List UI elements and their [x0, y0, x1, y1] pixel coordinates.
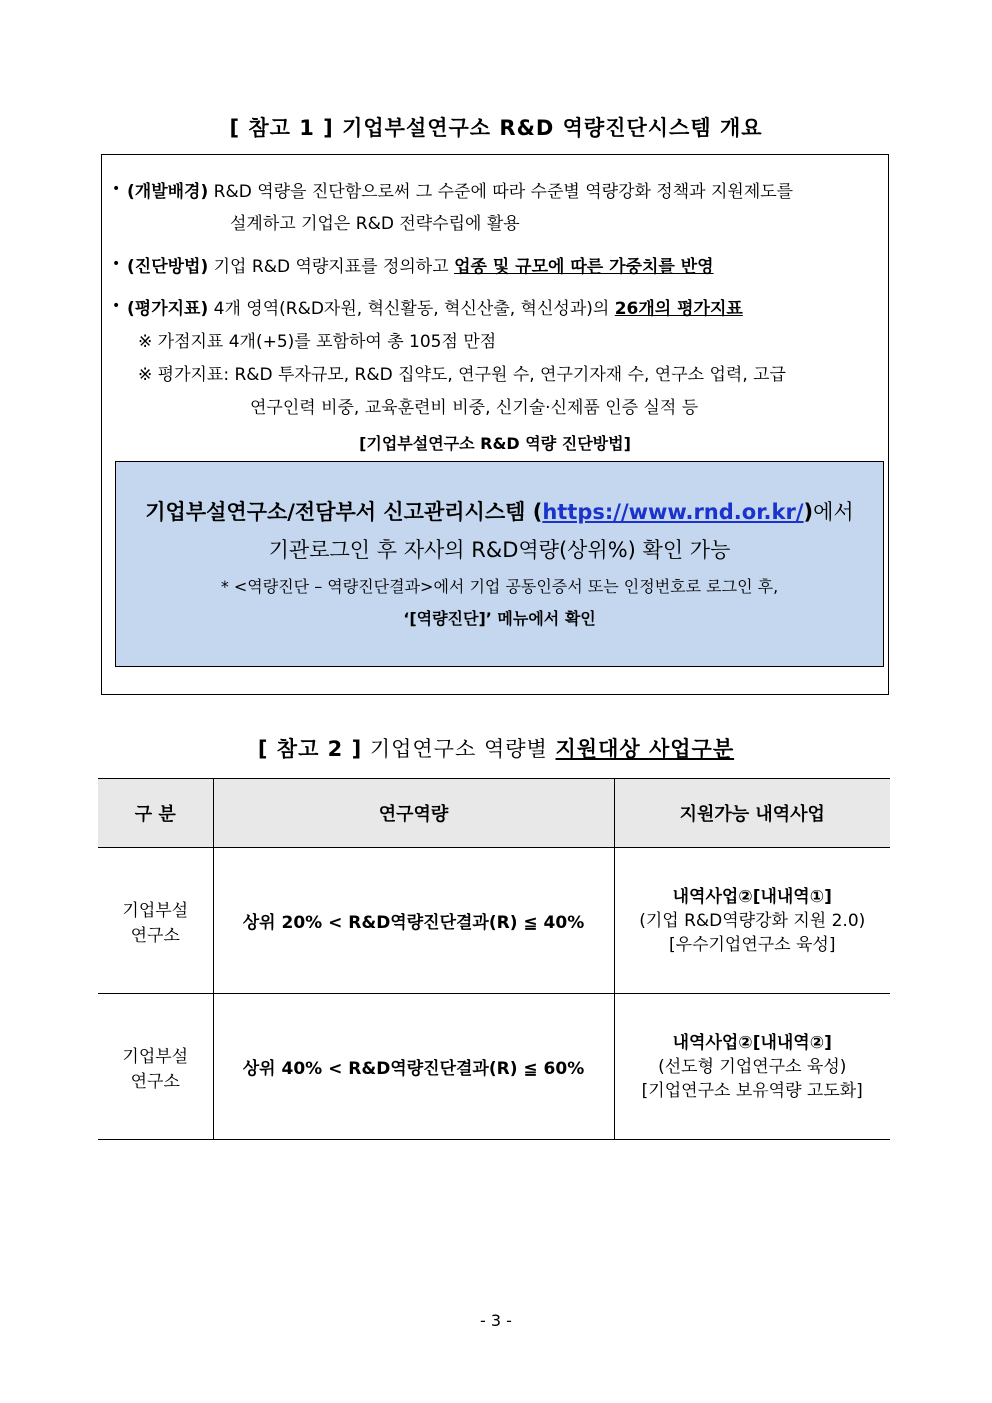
bullet-text: 4개 영역(R&D자원, 혁신활동, 혁신산출, 혁신성과)의 — [208, 299, 615, 319]
capability-cell: 상위 40% < R&D역량진단결과(R) ≦ 60% — [213, 994, 614, 1140]
bullet-background — [127, 177, 793, 202]
bullet-icon: • — [112, 298, 121, 314]
note-bonus: ※ 가점지표 4개(+5)를 포함하여 총 105점 만점 — [138, 332, 497, 352]
bullet-text: R&D 역량을 진단함으로써 그 수준에 따라 수준별 역량강화 정책과 지원제도를 — [208, 182, 794, 202]
category-text: 기업부설 — [122, 1046, 189, 1067]
title-emphasis: 지원대상 사업구분 — [555, 737, 735, 761]
table-row — [98, 994, 890, 1140]
title-prefix: [ 참고 2 ] — [257, 737, 363, 761]
category-text: 기업부설 — [122, 900, 189, 921]
info-text: 에서 — [813, 500, 854, 524]
category-text: 연구소 — [130, 1071, 180, 1092]
table-header: 지원가능 내역사업 — [614, 779, 890, 848]
program-detail: (선도형 기업연구소 육성) — [658, 1056, 847, 1077]
bullet-text: 기업 R&D 역량지표를 정의하고 — [208, 257, 455, 277]
note-indicators: ※ 평가지표: R&D 투자규모, R&D 집약도, 연구원 수, 연구기자재 수, 연구소 업력, 고급 — [138, 365, 786, 385]
bullet-label: (진단방법) — [127, 257, 209, 277]
info-line-2: 기관로그인 후 자사의 R&D역량(상위%) 확인 가능 — [268, 538, 731, 562]
bullet-label: (평가지표) — [127, 299, 209, 319]
category-cell — [98, 848, 213, 994]
bullet-background-cont: 설계하고 기업은 R&D 전략수립에 활용 — [230, 214, 520, 234]
capability-cell: 상위 20% < R&D역량진단결과(R) ≦ 40% — [213, 848, 614, 994]
support-table — [98, 778, 890, 1140]
bullet-icon: • — [112, 256, 121, 272]
reference-1-title: [ 참고 1 ] 기업부설연구소 R&D 역량진단시스템 개요 — [229, 116, 763, 140]
program-name: 내역사업②[내내역①] — [672, 886, 832, 907]
table-header: 구 분 — [98, 779, 213, 848]
table-header: 연구역량 — [213, 779, 614, 848]
category-text: 연구소 — [130, 925, 180, 946]
table-row — [98, 848, 890, 994]
info-text: ) — [803, 500, 814, 524]
table-header-row — [98, 779, 890, 848]
info-text: 기업부설연구소/전담부서 신고관리시스템 ( — [145, 500, 543, 524]
program-detail: [기업연구소 보유역량 고도화] — [641, 1080, 863, 1101]
info-line-1 — [116, 496, 883, 526]
info-line-3: * <역량진단 – 역량진단결과>에서 기업 공동인증서 또는 인정번호로 로그인 후, — [220, 577, 779, 596]
program-detail: (기업 R&D역량강화 지원 2.0) — [639, 910, 866, 931]
method-caption: [기업부설연구소 R&D 역량 진단방법] — [359, 434, 631, 453]
bullet-method — [127, 252, 714, 277]
page-number: - 3 - — [480, 1311, 512, 1330]
note-indicators-cont: 연구인력 비중, 교육훈련비 비중, 신기술·신제품 인증 실적 등 — [250, 398, 699, 418]
rnd-site-link[interactable]: https://www.rnd.or.kr/ — [542, 500, 804, 524]
overview-box — [101, 154, 889, 695]
info-line-4: ‘[역량진단]’ 메뉴에서 확인 — [403, 609, 596, 628]
category-cell — [98, 994, 213, 1140]
title-middle: 기업연구소 역량별 — [362, 737, 556, 761]
bullet-label: (개발배경) — [127, 182, 209, 202]
bullet-icon: • — [112, 181, 121, 197]
program-name: 내역사업②[내내역②] — [672, 1032, 832, 1053]
program-detail: [우수기업연구소 육성] — [669, 934, 836, 955]
program-cell — [614, 994, 890, 1140]
bullet-emphasis: 26개의 평가지표 — [614, 299, 743, 319]
info-box — [115, 461, 884, 667]
bullet-emphasis: 업종 및 규모에 따른 가중치를 반영 — [454, 257, 714, 277]
bullet-indicators — [127, 294, 743, 319]
program-cell — [614, 848, 890, 994]
reference-2-title — [0, 733, 992, 763]
